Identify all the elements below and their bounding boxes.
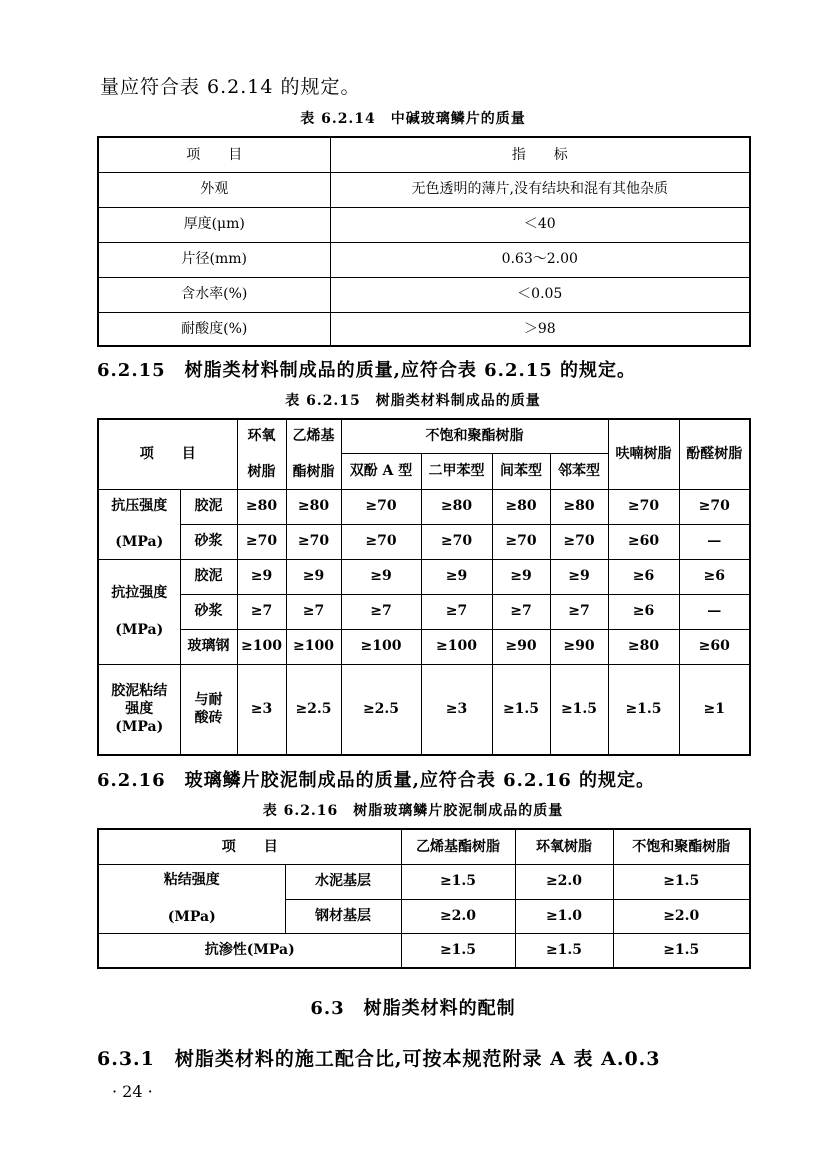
table2-header-furan: 呋喃树脂	[608, 419, 679, 489]
table2-header-epoxy: 环氧 树脂	[237, 419, 286, 489]
table3-cell: ≥1.5	[401, 864, 515, 899]
table2-sub: 胶泥	[180, 489, 237, 524]
table2-cell: ≥3	[237, 664, 286, 755]
table2-header-sub: 间苯型	[492, 453, 550, 489]
table3-header: 乙烯基酯树脂	[401, 829, 515, 864]
table1-cell: 厚度(μm)	[98, 207, 330, 242]
table2-cell: ≥70	[341, 524, 421, 559]
table3-header: 环氧树脂	[515, 829, 613, 864]
table1-cell: 0.63～2.00	[330, 242, 750, 277]
table1-header: 指 标	[330, 137, 750, 172]
table3-cell: ≥1.5	[613, 933, 750, 968]
table-row	[98, 664, 750, 755]
table2-cell: ≥7	[286, 594, 341, 629]
table2-cell: ≥60	[679, 629, 750, 664]
table2	[97, 418, 751, 756]
table2-sub: 砂浆	[180, 594, 237, 629]
table3-header: 项 目	[98, 829, 401, 864]
table-row	[98, 629, 750, 664]
table-row	[98, 207, 750, 242]
table2-caption: 表 6.2.15 树脂类材料制成品的质量	[285, 393, 541, 409]
table2-cell: ≥7	[550, 594, 608, 629]
table2-cell: ≥90	[492, 629, 550, 664]
table3-cell: ≥1.5	[401, 933, 515, 968]
table3-cell: ≥2.0	[515, 864, 613, 899]
table2-cell: ≥100	[421, 629, 492, 664]
table2-cell: ≥80	[492, 489, 550, 524]
table2-cell: —	[679, 594, 750, 629]
table2-header-phenolic: 酚醛树脂	[679, 419, 750, 489]
table3-cell: ≥1.5	[515, 933, 613, 968]
table3-group-label: 粘结强度 (MPa)	[98, 864, 285, 933]
clause-6-2-15: 6.2.15 树脂类材料制成品的质量,应符合表 6.2.15 的规定。	[97, 360, 637, 381]
table1-cell: 外观	[98, 172, 330, 207]
table2-cell: ≥9	[286, 559, 341, 594]
table2-cell: ≥70	[492, 524, 550, 559]
clause-6-3-1	[97, 1044, 661, 1071]
table2-cell: ≥1.5	[492, 664, 550, 755]
table2-sub: 玻璃钢	[180, 629, 237, 664]
table3-sub: 钢材基层	[285, 899, 401, 933]
table2-cell: ≥9	[550, 559, 608, 594]
table2-sub: 砂浆	[180, 524, 237, 559]
clause-6-3-1-text: 6.3.1 树脂类材料的施工配合比,可按本规范附录 A 表 A.0.3	[97, 1048, 661, 1070]
table1-cell: 含水率(%)	[98, 277, 330, 312]
table2-group-label: 抗压强度 (MPa)	[98, 489, 180, 559]
table2-cell: ≥9	[492, 559, 550, 594]
table1-caption: 表 6.2.14 中碱玻璃鳞片的质量	[300, 111, 526, 127]
table2-cell: ≥100	[286, 629, 341, 664]
table-row	[98, 277, 750, 312]
table1-header: 项 目	[98, 137, 330, 172]
table2-group-label: 抗拉强度 (MPa)	[98, 559, 180, 664]
clause-6-2-16: 6.2.16 玻璃鳞片胶泥制成品的质量,应符合表 6.2.16 的规定。	[97, 770, 656, 791]
table2-cell: ≥7	[341, 594, 421, 629]
table2-sub: 胶泥	[180, 559, 237, 594]
table2-cell: ≥70	[679, 489, 750, 524]
table2-header-sub: 二甲苯型	[421, 453, 492, 489]
table2-group-label: 胶泥粘结 强度 (MPa)	[98, 664, 180, 755]
table2-header-sub: 双酚 A 型	[341, 453, 421, 489]
table2-cell: —	[679, 524, 750, 559]
table2-cell: ≥100	[341, 629, 421, 664]
table-row	[98, 172, 750, 207]
table-row	[98, 524, 750, 559]
section-6-3-heading: 6.3 树脂类材料的配制	[310, 998, 516, 1019]
table2-cell: ≥70	[237, 524, 286, 559]
page-number: · 24 ·	[112, 1082, 153, 1101]
table2-cell: ≥90	[550, 629, 608, 664]
table1-cell: ＜0.05	[330, 277, 750, 312]
intro-line: 量应符合表 6.2.14 的规定。	[100, 76, 361, 98]
table-row	[98, 594, 750, 629]
table1-cell: 无色透明的薄片,没有结块和混有其他杂质	[330, 172, 750, 207]
table2-sub: 与耐 酸砖	[180, 664, 237, 755]
table3-cell: ≥2.0	[613, 899, 750, 933]
table2-cell: ≥80	[237, 489, 286, 524]
table2-cell: ≥3	[421, 664, 492, 755]
table3-cell: ≥1.0	[515, 899, 613, 933]
table3-cell: ≥1.5	[613, 864, 750, 899]
table2-header-item: 项 目	[98, 419, 237, 489]
table2-cell: ≥70	[550, 524, 608, 559]
table2-cell: ≥1	[679, 664, 750, 755]
table2-cell: ≥2.5	[286, 664, 341, 755]
table2-cell: ≥9	[421, 559, 492, 594]
table1-cell: ＜40	[330, 207, 750, 242]
table3-caption: 表 6.2.16 树脂玻璃鳞片胶泥制成品的质量	[262, 803, 564, 819]
table3-cell: ≥2.0	[401, 899, 515, 933]
table2-cell: ≥100	[237, 629, 286, 664]
table2-cell: ≥6	[608, 559, 679, 594]
table2-cell: ≥9	[237, 559, 286, 594]
table2-cell: ≥70	[341, 489, 421, 524]
table3	[97, 828, 751, 969]
table-row	[98, 864, 750, 899]
table2-cell: ≥1.5	[550, 664, 608, 755]
table-row	[98, 312, 750, 346]
table2-cell: ≥6	[679, 559, 750, 594]
table2-cell: ≥2.5	[341, 664, 421, 755]
table-row	[98, 933, 750, 968]
table2-cell: ≥7	[421, 594, 492, 629]
table1-cell: 片径(mm)	[98, 242, 330, 277]
table2-header-sub: 邻苯型	[550, 453, 608, 489]
table-row	[98, 242, 750, 277]
table2-cell: ≥1.5	[608, 664, 679, 755]
table2-cell: ≥7	[237, 594, 286, 629]
table2-cell: ≥70	[286, 524, 341, 559]
table1-cell: ＞98	[330, 312, 750, 346]
table2-cell: ≥70	[608, 489, 679, 524]
table2-cell: ≥80	[286, 489, 341, 524]
table2-cell: ≥80	[608, 629, 679, 664]
table-row	[98, 559, 750, 594]
table2-cell: ≥60	[608, 524, 679, 559]
table1	[97, 136, 751, 347]
table-row	[98, 489, 750, 524]
table1-cell: 耐酸度(%)	[98, 312, 330, 346]
table2-cell: ≥70	[421, 524, 492, 559]
table2-header-unsat: 不饱和聚酯树脂	[341, 419, 608, 453]
table2-header-vinyl: 乙烯基 酯树脂	[286, 419, 341, 489]
table3-sub: 水泥基层	[285, 864, 401, 899]
table2-cell: ≥80	[421, 489, 492, 524]
table2-cell: ≥6	[608, 594, 679, 629]
table3-perm-label: 抗渗性(MPa)	[98, 933, 401, 968]
table2-cell: ≥80	[550, 489, 608, 524]
table2-cell: ≥7	[492, 594, 550, 629]
table2-cell: ≥9	[341, 559, 421, 594]
table3-header: 不饱和聚酯树脂	[613, 829, 750, 864]
